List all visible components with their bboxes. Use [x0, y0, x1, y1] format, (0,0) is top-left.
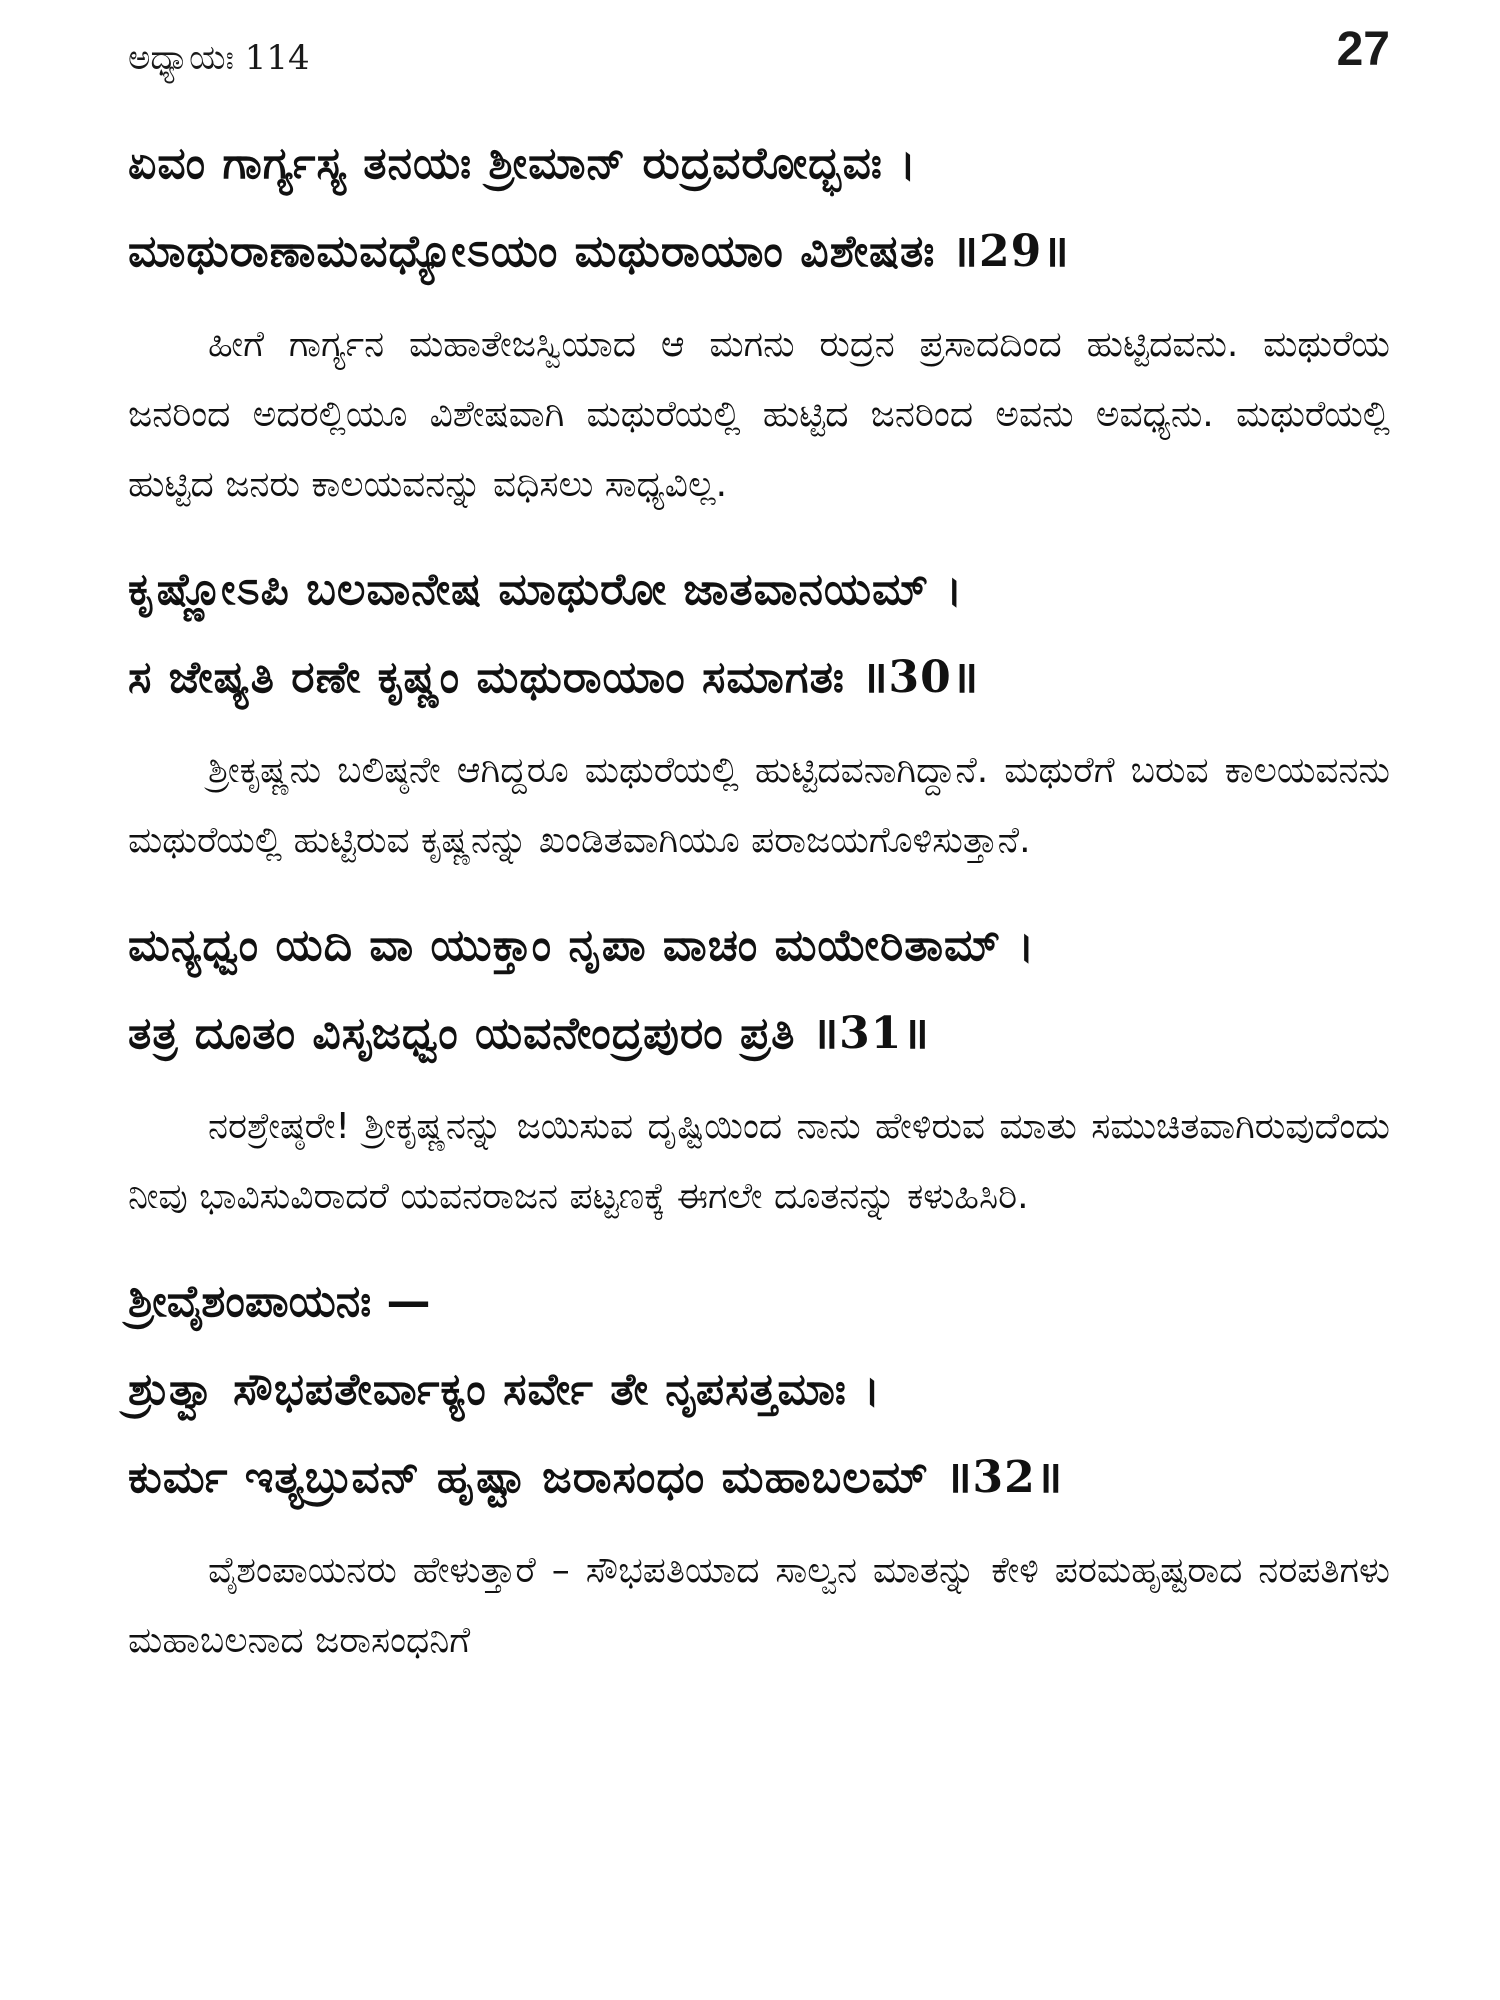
verse-meaning: ಶ್ರೀಕೃಷ್ಣನು ಬಲಿಷ್ಠನೇ ಆಗಿದ್ದರೂ ಮಥುರೆಯಲ್ಲಿ ಹುಟ್ಟಿದವನಾಗಿದ್ದಾನೆ. ಮಥುರೆಗೆ ಬರುವ ಕಾಲಯವನನು ಮಥುರೆಯಲ್ಲಿ ಹುಟ್ಟಿರುವ ಕೃಷ್ಣನನ್ನು ಖಂಡಿತವಾಗಿಯೂ ಪರಾಜಯಗೊಳಿಸುತ್ತಾನೆ. — [128, 750, 1390, 861]
verse-line — [128, 990, 1390, 1078]
verse-block-29 — [128, 120, 1390, 520]
verse-block-32 — [128, 1258, 1390, 1676]
speaker-label: ಶ್ರೀವೈಶಂಪಾಯನಃ — — [128, 1276, 431, 1327]
verse-text: ಕುರ್ಮ ಇತ್ಯಬ್ರುವನ್ ಹೃಷ್ಟಾ ಜರಾಸಂಧಂ ಮಹಾಬಲಮ್ — [128, 1452, 929, 1503]
chapter-header: ಅಧ್ಯಾಯಃ 114 — [128, 38, 310, 78]
verse-line: ಮನ್ಯಧ್ವಂ ಯದಿ ವಾ ಯುಕ್ತಾಂ ನೃಪಾ ವಾಚಂ ಮಯೇರಿತಾಮ್ । — [128, 920, 1036, 971]
verse-meaning: ಹೀಗೆ ಗಾರ್ಗ್ಯನ ಮಹಾತೇಜಸ್ವಿಯಾದ ಆ ಮಗನು ರುದ್ರನ ಪ್ರಸಾದದಿಂದ ಹುಟ್ಟಿದವನು. ಮಥುರೆಯ ಜನರಿಂದ ಅದರಲ್ಲಿಯೂ ವಿಶೇಷವಾಗಿ ಮಥುರೆಯಲ್ಲಿ ಹುಟ್ಟಿದ ಜನರಿಂದ ಅವನು ಅವಧ್ಯನು. ಮಥುರೆಯಲ್ಲಿ ಹುಟ್ಟಿದ ಜನರು ಕಾಲಯವನನ್ನು ವಧಿಸಲು ಸಾಧ್ಯವಿಲ್ಲ. — [128, 324, 1390, 505]
verse-number: ॥30॥ — [861, 652, 980, 703]
verse-number: ॥32॥ — [945, 1452, 1064, 1503]
page-content — [128, 120, 1390, 1702]
page-number: 27 — [1336, 23, 1390, 76]
verse-number: ॥31॥ — [811, 1008, 930, 1059]
verse-line — [128, 208, 1390, 296]
verse-text: ಮಾಥುರಾಣಾಮವಧ್ಯೋಽಯಂ ಮಥುರಾಯಾಂ ವಿಶೇಷತಃ — [128, 226, 936, 277]
verse-text: ಸ ಜೇಷ್ಯತಿ ರಣೇ ಕೃಷ್ಣಂ ಮಥುರಾಯಾಂ ಸಮಾಗತಃ — [128, 652, 845, 703]
verse-block-30 — [128, 546, 1390, 876]
verse-meaning: ನರಶ್ರೇಷ್ಠರೇ! ಶ್ರೀಕೃಷ್ಣನನ್ನು ಜಯಿಸುವ ದೃಷ್ಟಿಯಿಂದ ನಾನು ಹೇಳಿರುವ ಮಾತು ಸಮುಚಿತವಾಗಿರುವುದೆಂದು ನೀವು ಭಾವಿಸುವಿರಾದರೆ ಯವನರಾಜನ ಪಟ್ಟಣಕ್ಕೆ ಈಗಲೇ ದೂತನನ್ನು ಕಳುಹಿಸಿರಿ. — [128, 1106, 1390, 1217]
verse-meaning: ವೈಶಂಪಾಯನರು ಹೇಳುತ್ತಾರೆ – ಸೌಭಪತಿಯಾದ ಸಾಲ್ವನ ಮಾತನ್ನು ಕೇಳಿ ಪರಮಹೃಷ್ಟರಾದ ನರಪತಿಗಳು ಮಹಾಬಲನಾದ ಜರಾಸಂಧನಿಗೆ — [128, 1550, 1390, 1661]
verse-line: ಕೃಷ್ಣೋಽಪಿ ಬಲವಾನೇಷ ಮಾಥುರೋ ಜಾತವಾನಯಮ್ । — [128, 564, 964, 615]
verse-line — [128, 1434, 1390, 1522]
verse-number: ॥29॥ — [951, 226, 1070, 277]
verse-text: ತತ್ರ ದೂತಂ ವಿಸೃಜಧ್ವಂ ಯವನೇಂದ್ರಪುರಂ ಪ್ರತಿ — [128, 1008, 796, 1059]
verse-block-31 — [128, 902, 1390, 1232]
verse-line — [128, 634, 1390, 722]
verse-line: ಶ್ರುತ್ವಾ ಸೌಭಪತೇರ್ವಾಕ್ಯಂ ಸರ್ವೇ ತೇ ನೃಪಸತ್ತಮಾಃ । — [128, 1364, 881, 1415]
verse-line: ಏವಂ ಗಾರ್ಗ್ಯಸ್ಯ ತನಯಃ ಶ್ರೀಮಾನ್ ರುದ್ರವರೋದ್ಭವಃ । — [128, 138, 917, 189]
